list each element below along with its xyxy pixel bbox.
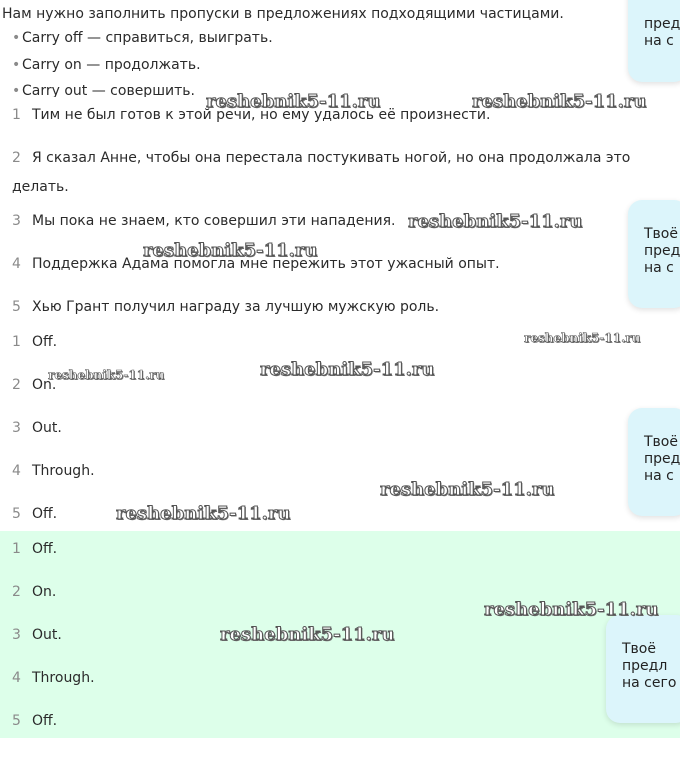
answer-row [12, 621, 642, 650]
watermark: reshebnik5-11.ru [408, 211, 583, 232]
sentence-row [12, 207, 642, 236]
row-text: Мы пока не знаем, кто совершил эти нападения. [32, 213, 396, 229]
bullet-dot: • [12, 30, 21, 46]
watermark: reshebnik5-11.ru [484, 599, 659, 620]
bubble-line: Твоё [644, 226, 678, 242]
watermark: reshebnik5-11.ru [380, 479, 555, 500]
sentence-row [12, 101, 642, 130]
watermark: reshebnik5-11.ru [143, 240, 318, 261]
row-text: On. [32, 584, 57, 600]
row-text: Off. [32, 713, 58, 729]
row-number: 1 [12, 107, 21, 123]
sentence-row [12, 293, 642, 322]
row-number: 5 [12, 506, 21, 522]
watermark: reshebnik5-11.ru [206, 91, 381, 112]
bubble-line: предл [622, 658, 668, 674]
bubble-line: на с [644, 260, 674, 276]
row-text: Хью Грант получил награду за лучшую мужскую роль. [32, 299, 440, 315]
row-number: 5 [12, 713, 21, 729]
watermark: reshebnik5-11.ru [48, 368, 165, 382]
answer-row [12, 371, 642, 400]
answer-row [12, 457, 642, 486]
bullet-dot: • [12, 83, 21, 97]
bubble-line: на с [644, 33, 674, 49]
bullet-item [12, 82, 195, 97]
watermark: reshebnik5-11.ru [260, 359, 435, 380]
answer-row [12, 707, 642, 736]
bullet-text: Carry out — совершить. [22, 83, 195, 97]
suggestion-bubble[interactable] [628, 200, 680, 308]
row-number: 2 [12, 150, 21, 166]
suggestion-bubble[interactable] [606, 615, 680, 723]
intro-text: Нам нужно заполнить пропуски в предложениях подходящими частицами. [2, 6, 564, 22]
watermark: reshebnik5-11.ru [472, 91, 647, 112]
bullet-item [12, 29, 273, 47]
answer-row [12, 535, 642, 564]
row-number: 3 [12, 213, 21, 229]
bullet-dot: • [12, 57, 21, 73]
row-number: 5 [12, 299, 21, 315]
row-number: 4 [12, 463, 21, 479]
row-text: On. [32, 377, 57, 393]
row-number: 4 [12, 256, 21, 272]
row-text: Through. [32, 463, 95, 479]
row-number: 4 [12, 670, 21, 686]
suggestion-bubble[interactable] [628, 0, 680, 82]
watermark: reshebnik5-11.ru [116, 503, 291, 524]
answer-row [12, 578, 642, 607]
sentence-row [12, 144, 642, 202]
row-number: 2 [12, 584, 21, 600]
row-text: Тим не был готов к этой речи, но ему удалось её произнести. [32, 107, 491, 123]
row-text: Off. [32, 541, 58, 557]
bubble-line: Твоё [622, 641, 656, 657]
answer-row [12, 664, 642, 693]
watermark: reshebnik5-11.ru [220, 624, 395, 645]
row-text: Off. [32, 334, 58, 350]
answer-row [12, 414, 642, 443]
answer-row [12, 500, 642, 529]
row-text: Through. [32, 670, 95, 686]
bubble-line: пред [644, 243, 680, 259]
row-text: Поддержка Адама помогла мне пережить этот ужасный опыт. [32, 256, 500, 272]
bubble-line: на сего [622, 675, 677, 691]
bubble-line: пред [644, 451, 680, 467]
sentence-row [12, 250, 642, 279]
bubble-line: на с [644, 468, 674, 484]
bubble-line: пред [644, 16, 680, 32]
row-number: 3 [12, 420, 21, 436]
bubble-line: Твоё [644, 434, 678, 450]
bullet-text: Carry off — справиться, выиграть. [22, 30, 273, 46]
row-number: 1 [12, 334, 21, 350]
row-number: 3 [12, 627, 21, 643]
bullet-item [12, 56, 201, 74]
row-text: Off. [32, 506, 58, 522]
bullet-text: Carry on — продолжать. [22, 57, 201, 73]
watermark: reshebnik5-11.ru [524, 331, 641, 345]
row-number: 1 [12, 541, 21, 557]
row-text: Out. [32, 420, 62, 436]
row-text: Out. [32, 627, 62, 643]
row-text: Я сказал Анне, чтобы она перестала постукивать ногой, но она продолжала это делать. [12, 150, 631, 195]
suggestion-bubble[interactable] [628, 408, 680, 516]
answer-row [12, 328, 642, 357]
row-number: 2 [12, 377, 21, 393]
